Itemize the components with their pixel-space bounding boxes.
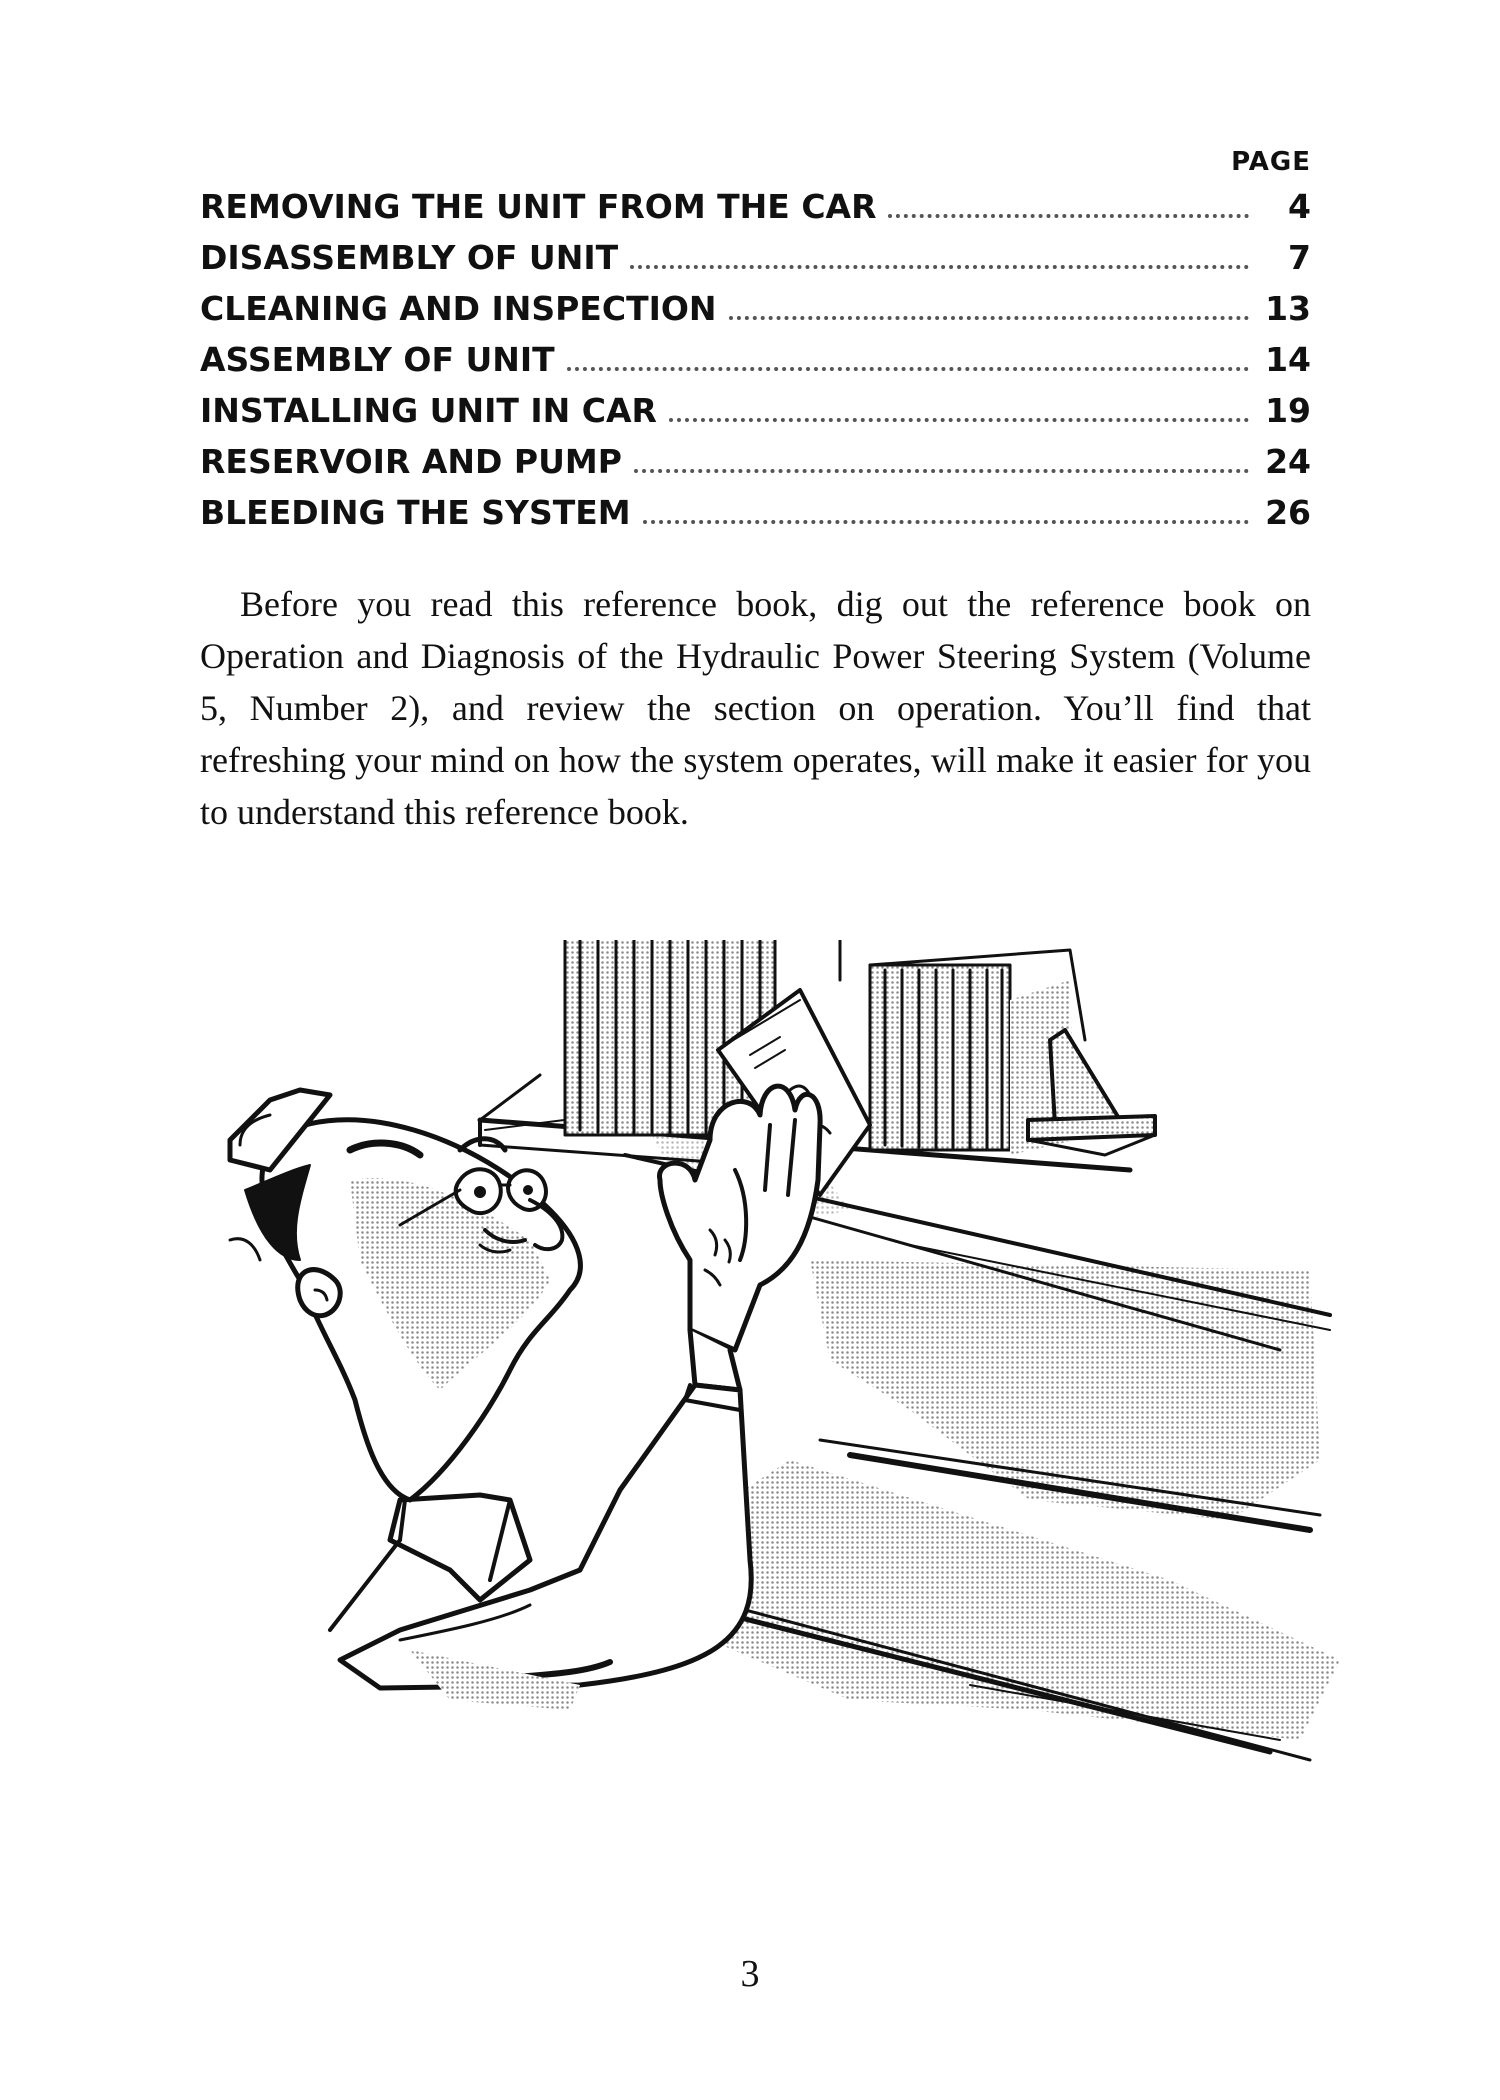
table-of-contents bbox=[200, 143, 1311, 538]
toc-entry-page: 7 bbox=[1288, 238, 1311, 277]
intro-paragraph: Before you read this reference book, dig out the reference book on Operation and Diagnosis of the Hydraulic Power Steering System (Volume 5, Number 2), and review the section on operation. You’ll find that refreshing your mind on how the system operates, will make it easier for you to understand this reference book. bbox=[200, 584, 1311, 832]
toc-dot-leader bbox=[567, 367, 1249, 371]
toc-dot-leader bbox=[634, 469, 1249, 473]
toc-entry-title: REMOVING THE UNIT FROM THE CAR bbox=[200, 187, 877, 226]
man-with-book-drawing bbox=[150, 940, 1370, 1885]
toc-page-column-header: PAGE bbox=[1231, 147, 1311, 177]
toc-entry[interactable] bbox=[200, 436, 1311, 487]
toc-entry[interactable] bbox=[200, 283, 1311, 334]
toc-entry[interactable] bbox=[200, 334, 1311, 385]
cartoon-illustration bbox=[150, 940, 1370, 1885]
toc-entry-title: RESERVOIR AND PUMP bbox=[200, 442, 622, 481]
toc-entry-page: 4 bbox=[1288, 187, 1311, 226]
toc-entry[interactable] bbox=[200, 487, 1311, 538]
toc-dot-leader bbox=[888, 214, 1249, 218]
toc-entry-page: 24 bbox=[1265, 442, 1311, 481]
toc-entry-title: INSTALLING UNIT IN CAR bbox=[200, 391, 657, 430]
toc-entry-page: 13 bbox=[1265, 289, 1311, 328]
toc-entry-title: BLEEDING THE SYSTEM bbox=[200, 493, 631, 532]
toc-entry[interactable] bbox=[200, 385, 1311, 436]
toc-dot-leader bbox=[669, 418, 1249, 422]
toc-entry-title: DISASSEMBLY OF UNIT bbox=[200, 238, 619, 277]
toc-dot-leader bbox=[643, 520, 1249, 524]
toc-entry-page: 19 bbox=[1265, 391, 1311, 430]
toc-entry-title: ASSEMBLY OF UNIT bbox=[200, 340, 555, 379]
toc-entry[interactable] bbox=[200, 181, 1311, 232]
toc-dot-leader bbox=[729, 316, 1249, 320]
man-head bbox=[230, 1090, 580, 1500]
page-number: 3 bbox=[740, 1953, 760, 1995]
toc-entry-page: 26 bbox=[1265, 493, 1311, 532]
toc-entry[interactable] bbox=[200, 232, 1311, 283]
toc-entry-title: CLEANING AND INSPECTION bbox=[200, 289, 717, 328]
toc-entry-page: 14 bbox=[1265, 340, 1311, 379]
toc-dot-leader bbox=[630, 265, 1249, 269]
